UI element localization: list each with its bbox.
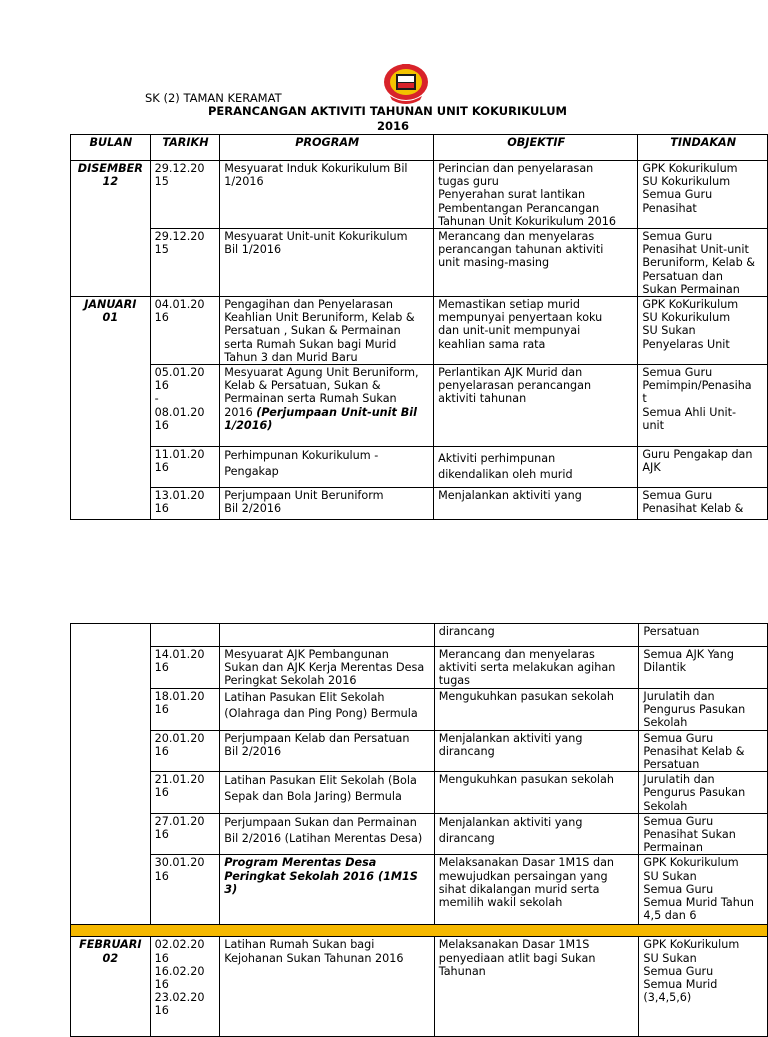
month-cell: JANUARI 01 bbox=[71, 297, 151, 365]
objective-cell: Perincian dan penyelarasan tugas guru Penyerahan surat lantikan Pembentangan Perancangan Tahunan Unit Kokurikulum 2016 bbox=[434, 161, 638, 229]
date-cell: 13.01.20 16 bbox=[150, 488, 220, 520]
objective-cell: Melaksanakan Dasar 1M1S dan mewujudkan persaingan yang sihat dikalangan murid serta memilih wakil sekolah bbox=[434, 855, 639, 925]
action-cell: Jurulatih dan Pengurus Pasukan Sekolah bbox=[639, 772, 768, 814]
month-cell: DISEMBER 12 bbox=[71, 161, 151, 229]
program-cell: Perjumpaan Unit Beruniform Bil 2/2016 bbox=[220, 488, 434, 520]
date-cell: 27.01.20 16 bbox=[150, 813, 220, 855]
date-cell: 04.01.20 16 bbox=[150, 297, 220, 365]
table-row bbox=[71, 937, 768, 1037]
column-header-tindakan: TINDAKAN bbox=[638, 135, 768, 161]
month-cell: FEBRUARI 02 bbox=[71, 937, 151, 1037]
month-cell bbox=[71, 229, 151, 297]
objective-cell: Perlantikan AJK Murid dan penyelarasan perancangan aktiviti tahunan bbox=[434, 365, 638, 447]
month-cell bbox=[71, 447, 151, 488]
program-cell: Latihan Pasukan Elit Sekolah (Bola Sepak dan Bola Jaring) Bermula bbox=[220, 772, 434, 814]
objective-cell: Menjalankan aktiviti yang bbox=[434, 488, 638, 520]
action-cell: Semua Guru Penasihat Kelab & bbox=[638, 488, 768, 520]
school-name: SK (2) TAMAN KERAMAT bbox=[145, 91, 282, 105]
program-cell: Perjumpaan Sukan dan Permainan Bil 2/2016 (Latihan Merentas Desa) bbox=[220, 813, 434, 855]
table-row bbox=[71, 772, 768, 814]
table-row bbox=[71, 624, 768, 647]
separator-band bbox=[71, 925, 768, 937]
month-cell bbox=[71, 688, 151, 730]
objective-cell: Melaksanakan Dasar 1M1S penyediaan atlit bagi Sukan Tahunan bbox=[434, 937, 639, 1037]
date-cell: 02.02.20 16 16.02.20 16 23.02.20 16 bbox=[150, 937, 220, 1037]
month-cell bbox=[71, 730, 151, 772]
program-text: Mesyuarat Agung Unit Beruniform, Kelab & Persatuan, Sukan & Permainan serta Rumah Sukan 2016 bbox=[224, 366, 419, 419]
action-cell: Semua Guru Penasihat Sukan Permainan bbox=[639, 813, 768, 855]
month-cell bbox=[71, 488, 151, 520]
table-row bbox=[71, 365, 768, 447]
objective-cell: Aktiviti perhimpunan dikendalikan oleh murid bbox=[434, 447, 638, 488]
program-cell: Latihan Rumah Sukan bagi Kejohanan Sukan Tahunan 2016 bbox=[220, 937, 434, 1037]
activity-table-page-2 bbox=[70, 623, 768, 1037]
objective-cell: Merancang dan menyelaras perancangan tahunan aktiviti unit masing-masing bbox=[434, 229, 638, 297]
program-emphasis: Program Merentas Desa Peringkat Sekolah 2016 (1M1S 3) bbox=[224, 856, 418, 896]
action-cell: Persatuan bbox=[639, 624, 768, 647]
objective-cell: Menjalankan aktiviti yang dirancang bbox=[434, 730, 639, 772]
action-cell: Semua Guru Penasihat Kelab & Persatuan bbox=[639, 730, 768, 772]
action-cell: Semua Guru Pemimpin/Penasiha t Semua Ahli Unit- unit bbox=[638, 365, 768, 447]
table-row bbox=[71, 730, 768, 772]
date-cell bbox=[150, 624, 220, 647]
action-cell: Jurulatih dan Pengurus Pasukan Sekolah bbox=[639, 688, 768, 730]
month-cell bbox=[71, 772, 151, 814]
objective-cell: Merancang dan menyelaras aktiviti serta melakukan agihan tugas bbox=[434, 647, 639, 689]
program-cell: Mesyuarat AJK Pembangunan Sukan dan AJK Kerja Merentas Desa Peringkat Sekolah 2016 bbox=[220, 647, 434, 689]
program-cell: Perjumpaan Kelab dan Persatuan Bil 2/2016 bbox=[220, 730, 434, 772]
month-separator bbox=[71, 925, 768, 937]
program-cell: Perhimpunan Kokurikulum - Pengakap bbox=[220, 447, 434, 488]
date-cell: 29.12.20 15 bbox=[150, 161, 220, 229]
date-cell: 29.12.20 15 bbox=[150, 229, 220, 297]
column-header-program: PROGRAM bbox=[220, 135, 434, 161]
document-title: PERANCANGAN AKTIVITI TAHUNAN UNIT KOKURIKULUM bbox=[208, 104, 567, 118]
table-row bbox=[71, 688, 768, 730]
table-row bbox=[71, 229, 768, 297]
date-cell: 05.01.20 16 - 08.01.20 16 bbox=[150, 365, 220, 447]
objective-cell: Memastikan setiap murid mempunyai penyertaan koku dan unit-unit mempunyai keahlian sama rata bbox=[434, 297, 638, 365]
program-emphasis: (Perjumpaan Unit-unit Bil 1/2016) bbox=[224, 405, 417, 432]
month-cell bbox=[71, 647, 151, 689]
table-row bbox=[71, 813, 768, 855]
column-header-tarikh: TARIKH bbox=[150, 135, 220, 161]
objective-cell: dirancang bbox=[434, 624, 639, 647]
action-cell: GPK Kokurikulum SU Sukan Semua Guru Semua Murid Tahun 4,5 dan 6 bbox=[639, 855, 768, 925]
program-cell bbox=[220, 855, 434, 925]
date-cell: 14.01.20 16 bbox=[150, 647, 220, 689]
action-cell: GPK KoKurikulum SU Kokurikulum SU Sukan Penyelaras Unit bbox=[638, 297, 768, 365]
date-cell: 11.01.20 16 bbox=[150, 447, 220, 488]
date-cell: 20.01.20 16 bbox=[150, 730, 220, 772]
month-cell bbox=[71, 624, 151, 647]
program-cell: Latihan Pasukan Elit Sekolah (Olahraga dan Ping Pong) Bermula bbox=[220, 688, 434, 730]
month-cell bbox=[71, 365, 151, 447]
table-row bbox=[71, 855, 768, 925]
school-crest-logo bbox=[382, 62, 430, 104]
date-cell: 18.01.20 16 bbox=[150, 688, 220, 730]
month-cell bbox=[71, 855, 151, 925]
action-cell: GPK KoKurikulum SU Sukan Semua Guru Semua Murid (3,4,5,6) bbox=[639, 937, 768, 1037]
program-cell: Mesyuarat Induk Kokurikulum Bil 1/2016 bbox=[220, 161, 434, 229]
table-row bbox=[71, 161, 768, 229]
action-cell: Semua AJK Yang Dilantik bbox=[639, 647, 768, 689]
column-header-bulan: BULAN bbox=[71, 135, 151, 161]
objective-cell: Mengukuhkan pasukan sekolah bbox=[434, 688, 639, 730]
date-cell: 30.01.20 16 bbox=[150, 855, 220, 925]
column-header-objektif: OBJEKTIF bbox=[434, 135, 638, 161]
action-cell: Semua Guru Penasihat Unit-unit Beruniform, Kelab & Persatuan dan Sukan Permainan bbox=[638, 229, 768, 297]
table-row bbox=[71, 488, 768, 520]
objective-cell: Menjalankan aktiviti yang dirancang bbox=[434, 813, 639, 855]
document-year: 2016 bbox=[377, 119, 410, 133]
program-cell: Mesyuarat Unit-unit Kokurikulum Bil 1/2016 bbox=[220, 229, 434, 297]
table-row bbox=[71, 297, 768, 365]
date-cell: 21.01.20 16 bbox=[150, 772, 220, 814]
program-cell bbox=[220, 365, 434, 447]
program-cell bbox=[220, 624, 434, 647]
activity-table-page-1 bbox=[70, 134, 768, 520]
month-cell bbox=[71, 813, 151, 855]
table-row bbox=[71, 647, 768, 689]
action-cell: Guru Pengakap dan AJK bbox=[638, 447, 768, 488]
table-row bbox=[71, 447, 768, 488]
action-cell: GPK Kokurikulum SU Kokurikulum Semua Guru Penasihat bbox=[638, 161, 768, 229]
program-cell: Pengagihan dan Penyelarasan Keahlian Unit Beruniform, Kelab & Persatuan , Sukan & Permainan serta Rumah Sukan bagi Murid Tahun 3 dan Murid Baru bbox=[220, 297, 434, 365]
objective-cell: Mengukuhkan pasukan sekolah bbox=[434, 772, 639, 814]
